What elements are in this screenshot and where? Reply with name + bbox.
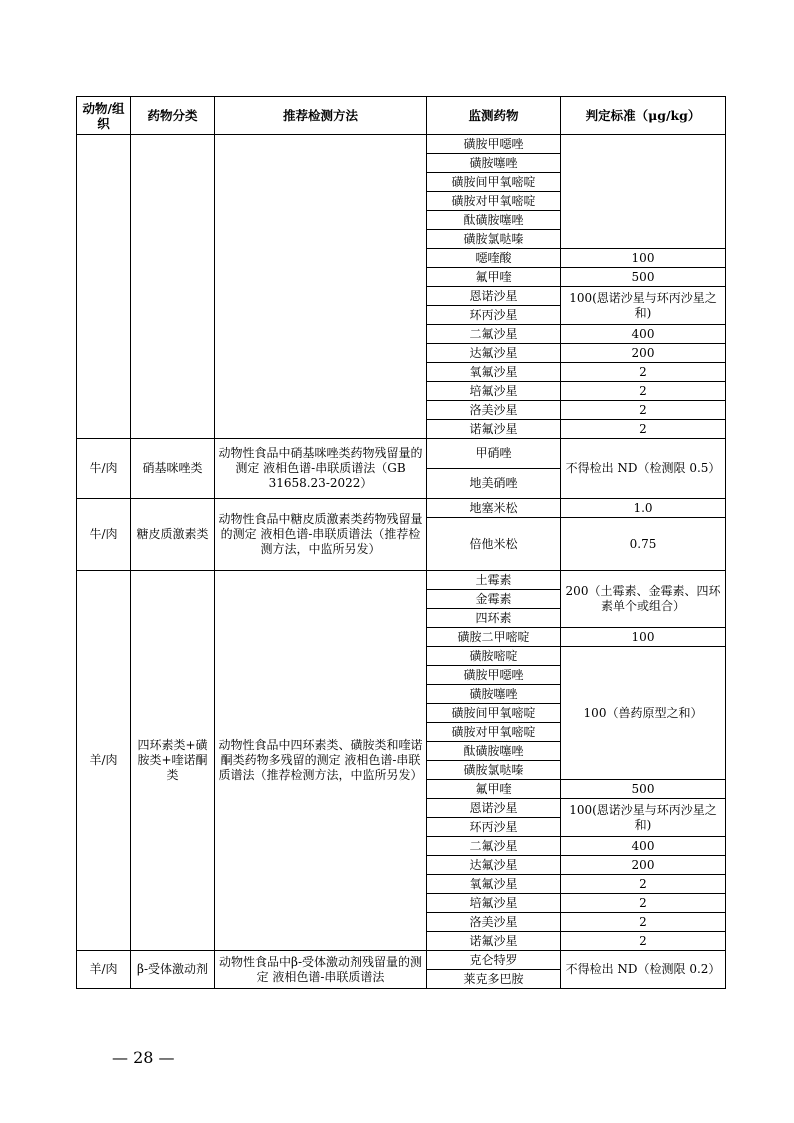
standard-cell: 2 (561, 363, 726, 382)
drug-class-cell: 糖皮质激素类 (131, 499, 215, 571)
drug-cell: 环丙沙星 (427, 306, 561, 325)
animal-cell: 羊/肉 (77, 951, 131, 989)
standard-cell: 100(恩诺沙星与环丙沙星之和) (561, 287, 726, 325)
g1-standard-cell-sulfonamides (561, 135, 726, 249)
standard-cell: 2 (561, 894, 726, 913)
animal-cell: 羊/肉 (77, 571, 131, 951)
drug-cell: 达氟沙星 (427, 856, 561, 875)
table-row (77, 571, 726, 590)
standard-cell: 400 (561, 325, 726, 344)
drug-cell: 培氟沙星 (427, 382, 561, 401)
standard-cell: 200（土霉素、金霉素、四环素单个或组合） (561, 571, 726, 628)
standard-cell: 100 (561, 249, 726, 268)
standard-cell: 0.75 (561, 518, 726, 571)
drug-cell: 磺胺嘧啶 (427, 647, 561, 666)
standard-cell: 1.0 (561, 499, 726, 518)
header-animal: 动物/组织 (77, 97, 131, 135)
drug-cell: 金霉素 (427, 590, 561, 609)
drug-cell: 二氟沙星 (427, 325, 561, 344)
drug-cell: 莱克多巴胺 (427, 970, 561, 989)
drug-cell: 地美硝唑 (427, 469, 561, 499)
drug-cell: 二氟沙星 (427, 837, 561, 856)
standard-cell: 500 (561, 780, 726, 799)
standard-cell: 2 (561, 401, 726, 420)
drug-class-cell: β-受体激动剂 (131, 951, 215, 989)
drug-cell: 克仑特罗 (427, 951, 561, 970)
drug-cell: 甲硝唑 (427, 439, 561, 469)
method-cell: 动物性食品中四环素类、磺胺类和喹诺酮类药物多残留的测定 液相色谱-串联质谱法（推荐检测方法，中监所另发） (215, 571, 427, 951)
drug-cell: 诺氟沙星 (427, 420, 561, 439)
drug-cell: 酞磺胺噻唑 (427, 742, 561, 761)
header-drug-class: 药物分类 (131, 97, 215, 135)
drug-class-cell: 硝基咪唑类 (131, 439, 215, 499)
drug-cell: 磺胺对甲氧嘧啶 (427, 192, 561, 211)
page-number: — 28 — (112, 1048, 175, 1067)
standard-cell: 500 (561, 268, 726, 287)
method-cell: 动物性食品中糖皮质激素类药物残留量的测定 液相色谱-串联质谱法（推荐检测方法，中监所另发） (215, 499, 427, 571)
standard-cell: 100 (561, 628, 726, 647)
drug-cell: 磺胺氯哒嗪 (427, 761, 561, 780)
standard-cell: 不得检出 ND（检测限 0.5） (561, 439, 726, 499)
table-row (77, 135, 726, 154)
drug-cell: 噁喹酸 (427, 249, 561, 268)
table-row (77, 499, 726, 518)
drug-cell: 恩诺沙星 (427, 799, 561, 818)
drug-cell: 磺胺噻唑 (427, 154, 561, 173)
drug-cell: 达氟沙星 (427, 344, 561, 363)
table-row (77, 439, 726, 469)
method-cell: 动物性食品中硝基咪唑类药物残留量的测定 液相色谱-串联质谱法（GB 31658.23-2022） (215, 439, 427, 499)
standard-cell: 200 (561, 856, 726, 875)
animal-cell: 牛/肉 (77, 499, 131, 571)
drug-cell: 磺胺间甲氧嘧啶 (427, 704, 561, 723)
drug-cell: 氧氟沙星 (427, 363, 561, 382)
standard-cell: 200 (561, 344, 726, 363)
drug-cell: 倍他米松 (427, 518, 561, 571)
drug-cell: 环丙沙星 (427, 818, 561, 837)
standard-cell: 2 (561, 382, 726, 401)
drug-cell: 氟甲喹 (427, 780, 561, 799)
g1-method-cell (215, 135, 427, 439)
method-cell: 动物性食品中β-受体激动剂残留量的测定 液相色谱-串联质谱法 (215, 951, 427, 989)
table-row (77, 951, 726, 970)
header-standard: 判定标准（μg/kg） (561, 97, 726, 135)
standard-cell: 100（兽药原型之和） (561, 647, 726, 780)
drug-class-cell: 四环素类+磺胺类+喹诺酮类 (131, 571, 215, 951)
standard-cell: 2 (561, 875, 726, 894)
drug-cell: 土霉素 (427, 571, 561, 590)
drug-cell: 洛美沙星 (427, 401, 561, 420)
residue-monitoring-table (76, 96, 726, 989)
drug-cell: 磺胺氯哒嗪 (427, 230, 561, 249)
table-header-row (77, 97, 726, 135)
g1-class-cell (131, 135, 215, 439)
standard-cell: 2 (561, 913, 726, 932)
drug-cell: 磺胺噻唑 (427, 685, 561, 704)
drug-cell: 培氟沙星 (427, 894, 561, 913)
drug-cell: 磺胺甲噁唑 (427, 135, 561, 154)
standard-cell: 2 (561, 420, 726, 439)
standard-cell: 400 (561, 837, 726, 856)
standard-cell: 100(恩诺沙星与环丙沙星之和) (561, 799, 726, 837)
drug-cell: 氧氟沙星 (427, 875, 561, 894)
drug-cell: 磺胺间甲氧嘧啶 (427, 173, 561, 192)
drug-cell: 洛美沙星 (427, 913, 561, 932)
drug-cell: 地塞米松 (427, 499, 561, 518)
header-monitored-drug: 监测药物 (427, 97, 561, 135)
header-method: 推荐检测方法 (215, 97, 427, 135)
drug-cell: 四环素 (427, 609, 561, 628)
drug-cell: 恩诺沙星 (427, 287, 561, 306)
standard-cell: 2 (561, 932, 726, 951)
drug-cell: 磺胺二甲嘧啶 (427, 628, 561, 647)
animal-cell: 牛/肉 (77, 439, 131, 499)
drug-cell: 诺氟沙星 (427, 932, 561, 951)
drug-cell: 酞磺胺噻唑 (427, 211, 561, 230)
standard-cell: 不得检出 ND（检测限 0.2） (561, 951, 726, 989)
g1-animal-cell (77, 135, 131, 439)
drug-cell: 磺胺对甲氧嘧啶 (427, 723, 561, 742)
drug-cell: 磺胺甲噁唑 (427, 666, 561, 685)
drug-cell: 氟甲喹 (427, 268, 561, 287)
